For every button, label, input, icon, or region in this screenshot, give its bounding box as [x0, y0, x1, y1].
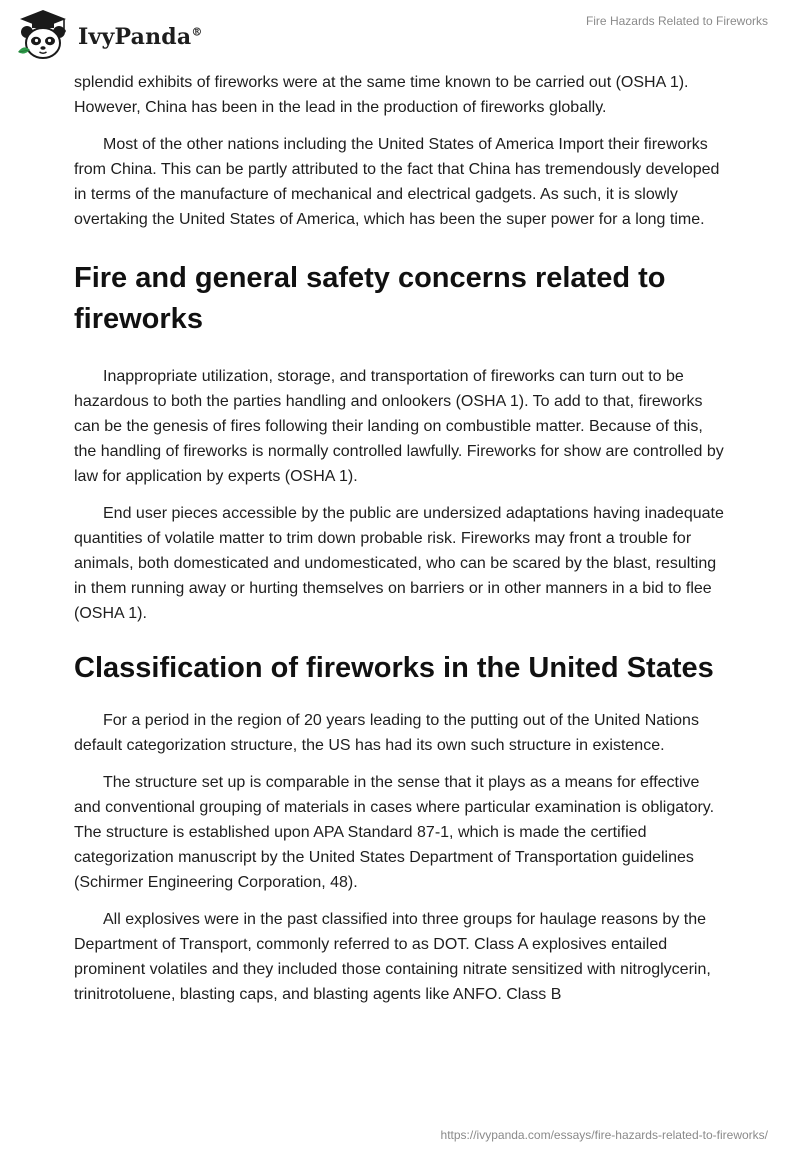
paragraph-safety-1: Inappropriate utilization, storage, and transportation of fireworks can turn out to be hazardous to both the parties handling and onlookers (OSHA 1). To add to that, fireworks can be the genesis of fires following their landing on combustible matter. Because of this, the handling of fireworks is normally controlled lawfully. Fireworks for show are controlled by law for application by experts (OSHA 1).	[74, 368, 724, 485]
paragraph-classification-2: The structure set up is comparable in the sense that it plays as a means for effective and conventional grouping of materials in cases where particular examination is obligatory. The structure is established upon APA Standard 87-1, which is made the certified categorization manuscript by the United States Department of Transportation guidelines (Schirmer Engineering Corporation, 48).	[74, 774, 715, 891]
essay-body	[74, 70, 724, 1007]
ivypanda-logo[interactable]	[14, 8, 203, 62]
paragraph-classification-3: All explosives were in the past classified into three groups for haulage reasons by the Department of Transport, commonly referred to as DOT. Class A explosives entailed prominent volatiles and they included those containing nitrate sensitized with nitroglycerin, trinitrotoluene, blasting caps, and blasting agents like ANFO. Class B	[74, 911, 711, 1003]
paragraph-safety-2: End user pieces accessible by the public are undersized adaptations having inadequate quantities of volatile matter to trim down probable risk. Fireworks may front a trouble for animals, both domesticated and undomesticated, who can be scared by the blast, resulting in them running away or hurting themselves on barriers or in other manners in a bid to flee (OSHA 1).	[74, 505, 724, 622]
document-title: Fire Hazards Related to Fireworks	[585, 14, 768, 28]
page-header	[0, 0, 800, 70]
paragraph-classification-1: For a period in the region of 20 years leading to the putting out of the United Nations default categorization structure, the US has had its own such structure in existence.	[74, 712, 699, 754]
panda-mascot-icon	[14, 8, 72, 62]
section-heading-classification: Classification of fireworks in the United States	[74, 652, 714, 684]
brand-name: IvyPanda®	[78, 24, 203, 50]
paragraph-intro-continuation: splendid exhibits of fireworks were at the same time known to be carried out (OSHA 1). However, China has been in the lead in the production of fireworks globally.	[74, 74, 689, 116]
source-url[interactable]: https://ivypanda.com/essays/fire-hazards-related-to-fireworks/	[440, 1128, 768, 1142]
paragraph-intro: Most of the other nations including the United States of America Import their fireworks from China. This can be partly attributed to the fact that China has tremendously developed in terms of the manufacture of mechanical and electrical gadgets. As such, it is slowly overtaking the United States of America, which has been the super power for a long time.	[74, 136, 720, 228]
section-heading-safety-concerns: Fire and general safety concerns related to fireworks	[74, 262, 666, 335]
